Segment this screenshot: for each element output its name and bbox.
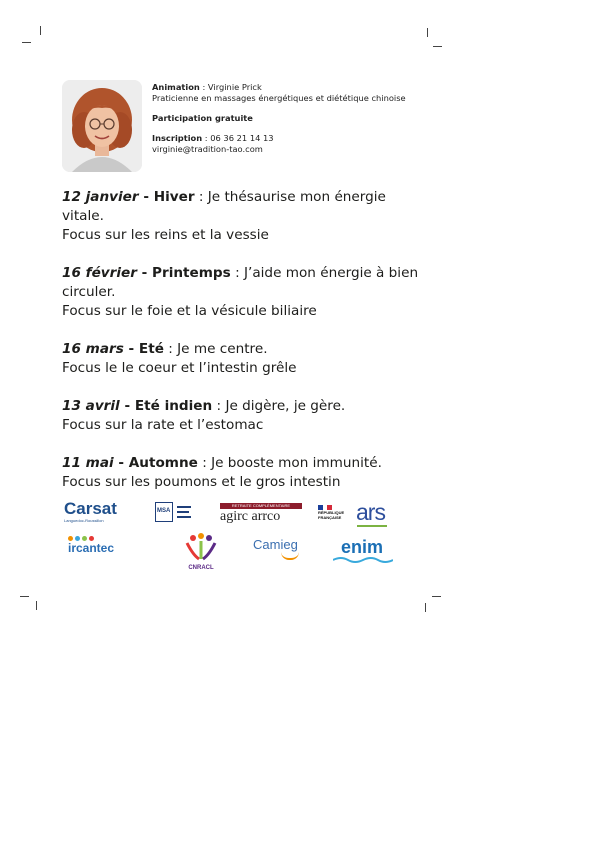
crop-mark: [433, 46, 442, 47]
session-entry: [62, 454, 422, 492]
session-entry: [62, 340, 422, 378]
separator: :: [230, 265, 244, 281]
session-theme: Je thésaurise mon énergie vitale.: [62, 189, 386, 224]
session-focus: Focus sur les reins et la vessie: [62, 227, 269, 243]
republique-logo: [318, 505, 350, 527]
crop-mark: [40, 26, 41, 35]
agirc-wordmark: agirc arrco: [220, 509, 281, 524]
separator: -: [136, 265, 153, 281]
participation-text: Participation gratuite: [152, 113, 253, 123]
inscription-label: Inscription: [152, 133, 203, 143]
presenter-name: Virginie Prick: [207, 82, 262, 92]
ircantec-wordmark: ircantec: [68, 541, 115, 555]
wave-icon: [333, 556, 393, 564]
crop-mark: [425, 603, 426, 612]
camieg-wordmark: Camieg: [253, 537, 298, 552]
separator: :: [194, 189, 208, 205]
session-focus: Focus le le coeur et l’intestin grêle: [62, 360, 297, 376]
animation-line: [152, 82, 406, 93]
separator: -: [113, 455, 129, 471]
phone-number: 06 36 21 14 13: [210, 133, 274, 143]
session-season: Automne: [128, 455, 198, 471]
session-entry: [62, 264, 422, 321]
session-date: 12 janvier: [62, 189, 139, 205]
enim-wordmark: enim: [341, 537, 384, 557]
separator: :: [163, 341, 178, 357]
separator: :: [202, 133, 211, 143]
crop-mark: [22, 42, 31, 43]
separator: :: [197, 455, 212, 471]
crop-mark: [427, 28, 428, 37]
separator: -: [119, 398, 135, 414]
separator: -: [138, 189, 154, 205]
crop-mark: [20, 596, 29, 597]
animation-label: Animation: [152, 82, 200, 92]
ircantec-logo: [68, 536, 144, 564]
republique-text: RÉPUBLIQUE FRANÇAISE: [318, 510, 345, 520]
session-theme: Je booste mon immunité.: [211, 455, 382, 471]
crop-mark: [36, 601, 37, 610]
session-theme: J’aide mon énergie à bien circuler.: [62, 265, 419, 300]
session-date: 11 mai: [62, 455, 114, 471]
session-focus: Focus sur la rate et l’estomac: [62, 417, 264, 433]
ars-logo: [356, 500, 396, 530]
session-date: 16 février: [62, 265, 137, 281]
separator: :: [199, 82, 208, 92]
carsat-subtitle: Languedoc-Roussillon: [64, 518, 104, 523]
crop-mark: [432, 596, 441, 597]
presenter-role: Praticienne en massages énergétiques et diététique chinoise: [152, 93, 406, 103]
cnracl-logo: [184, 533, 218, 573]
session-date: 16 mars: [62, 341, 124, 357]
cnracl-figures-icon: [184, 533, 218, 561]
camieg-logo: [253, 538, 305, 562]
inscription-line: [152, 133, 406, 144]
session-season: Hiver: [153, 189, 195, 205]
session-season: Eté indien: [134, 398, 213, 414]
ars-wordmark: ars: [356, 499, 385, 525]
program-list: [62, 188, 422, 511]
session-date: 13 avril: [62, 398, 120, 414]
agirc-arrco-logo: [220, 503, 302, 525]
separator: -: [123, 341, 139, 357]
session-theme: Je digère, je gère.: [225, 398, 346, 414]
session-entry: [62, 397, 422, 435]
msa-wordmark: MSA: [157, 508, 171, 514]
session-entry: [62, 188, 422, 245]
carsat-logo: [64, 500, 140, 528]
presenter-photo: [62, 80, 142, 172]
cnracl-wordmark: CNRACL: [188, 565, 214, 571]
agirc-band: RETRAITE COMPLÉMENTAIRE: [220, 503, 302, 509]
session-season: Printemps: [152, 265, 231, 281]
session-season: Eté: [138, 341, 164, 357]
presenter-info: [152, 82, 406, 155]
enim-logo: [333, 538, 395, 566]
separator: :: [212, 398, 226, 414]
msa-logo: [155, 502, 197, 528]
session-focus: Focus sur les poumons et le gros intestin: [62, 474, 341, 490]
carsat-wordmark: Carsat: [64, 499, 117, 518]
email-address: virginie@tradition-tao.com: [152, 144, 263, 154]
session-focus: Focus sur le foie et la vésicule biliaire: [62, 303, 317, 319]
session-theme: Je me centre.: [177, 341, 268, 357]
